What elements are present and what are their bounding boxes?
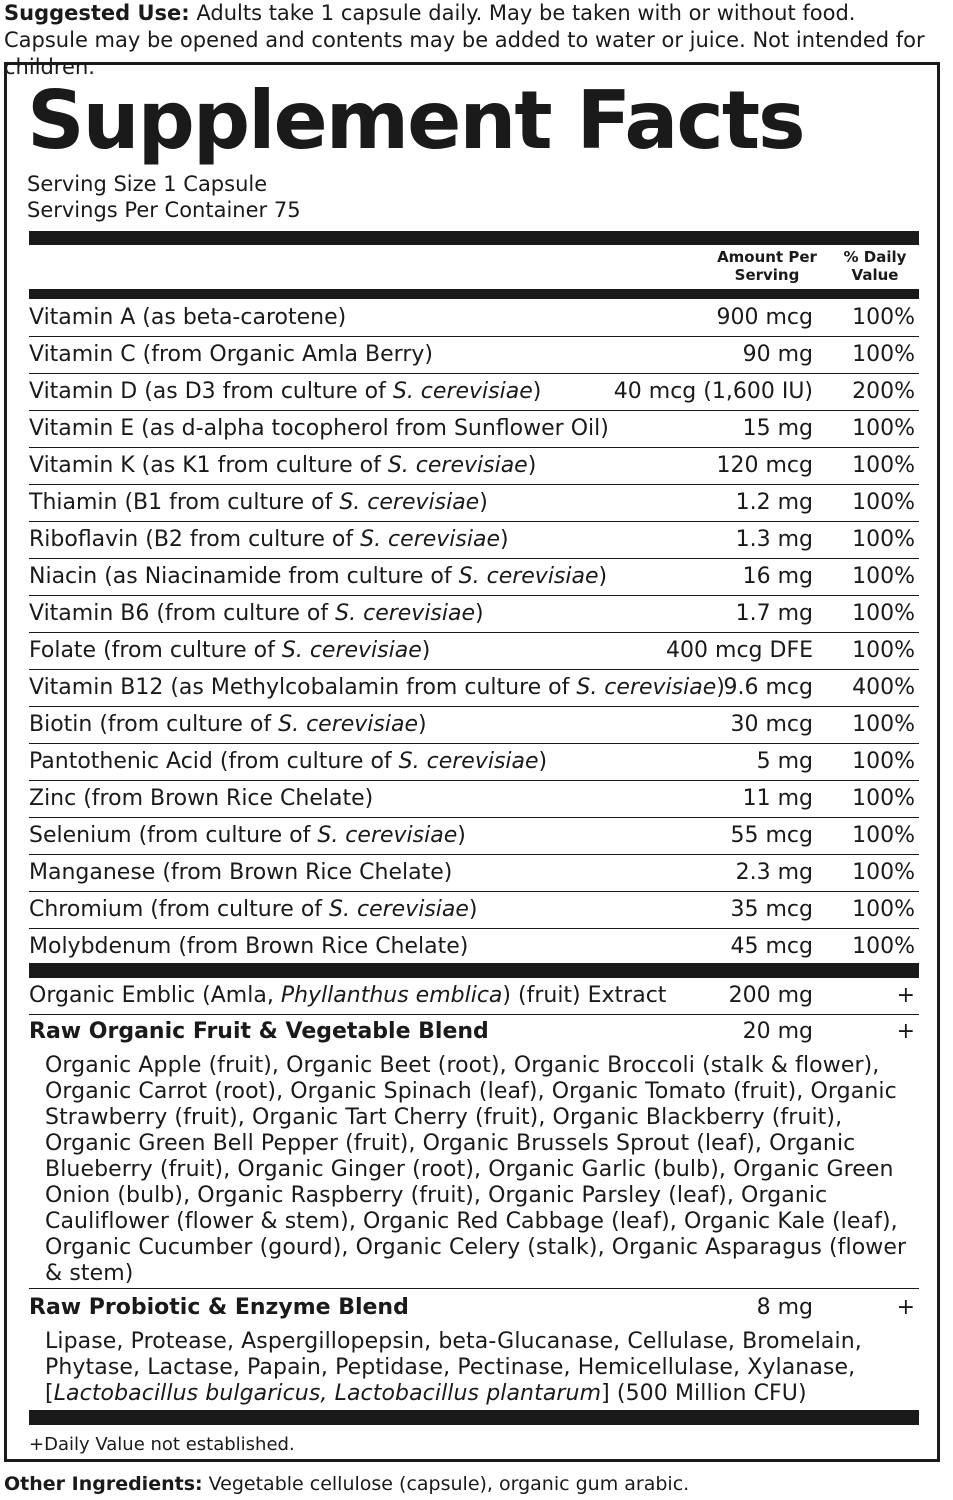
nutrient-dv: 100% xyxy=(852,823,915,848)
amla-extract-amount: 200 mg xyxy=(728,983,813,1008)
other-ingredients-text: Vegetable cellulose (capsule), organic gum arabic. xyxy=(202,1473,690,1495)
daily-value-header: % Daily Value xyxy=(843,248,907,284)
nutrient-name: Vitamin B6 (from culture of S. cerevisiae) xyxy=(29,601,484,626)
nutrient-amount: 90 mg xyxy=(742,342,813,367)
nutrient-dv: 100% xyxy=(852,342,915,367)
nutrient-amount: 55 mcg xyxy=(730,823,813,848)
nutrient-row xyxy=(29,485,919,522)
nutrient-row xyxy=(29,781,919,818)
supplement-facts-panel xyxy=(4,62,940,1462)
nutrient-name: Vitamin E (as d-alpha tocopherol from Sunflower Oil) xyxy=(29,416,609,441)
nutrient-row xyxy=(29,818,919,855)
fruit-blend-dv: + xyxy=(896,1019,915,1044)
thick-divider-mid xyxy=(29,963,919,978)
nutrient-name: Selenium (from culture of S. cerevisiae) xyxy=(29,823,466,848)
nutrient-name: Vitamin D (as D3 from culture of S. cerevisiae) xyxy=(29,379,542,404)
header-divider xyxy=(29,289,919,299)
nutrient-dv: 100% xyxy=(852,786,915,811)
probiotic-blend-amount: 8 mg xyxy=(756,1295,813,1320)
panel-title: Supplement Facts xyxy=(27,74,804,167)
nutrient-row xyxy=(29,596,919,633)
nutrient-row xyxy=(29,744,919,781)
nutrient-name: Biotin (from culture of S. cerevisiae) xyxy=(29,712,427,737)
amla-extract-row xyxy=(29,978,919,1015)
nutrient-amount: 1.7 mg xyxy=(735,601,813,626)
nutrient-amount: 120 mcg xyxy=(716,453,813,478)
amount-per-serving-header: Amount Per Serving xyxy=(717,248,817,284)
nutrient-amount: 1.2 mg xyxy=(735,490,813,515)
nutrient-row xyxy=(29,892,919,929)
serving-size: Serving Size 1 Capsule xyxy=(27,172,268,196)
nutrient-dv: 200% xyxy=(852,379,915,404)
nutrient-amount: 900 mcg xyxy=(716,305,813,330)
nutrient-dv: 100% xyxy=(852,638,915,663)
fruit-blend-amount: 20 mg xyxy=(742,1019,813,1044)
nutrient-row xyxy=(29,374,919,411)
nutrient-row xyxy=(29,337,919,374)
nutrient-amount: 40 mcg (1,600 IU) xyxy=(613,379,813,404)
nutrient-row xyxy=(29,707,919,744)
nutrient-dv: 100% xyxy=(852,305,915,330)
suggested-use-text: Adults take 1 capsule daily. May be taken with or without food. Capsule may be opened and contents may be added to water or juice. Not intended for children. xyxy=(4,1,925,79)
nutrient-row xyxy=(29,633,919,670)
nutrient-dv: 100% xyxy=(852,934,915,959)
nutrient-amount: 2.3 mg xyxy=(735,860,813,885)
nutrient-dv: 100% xyxy=(852,712,915,737)
fruit-blend-divider xyxy=(29,1288,919,1289)
nutrient-dv: 100% xyxy=(852,564,915,589)
nutrient-dv: 100% xyxy=(852,416,915,441)
probiotic-blend-name: Raw Probiotic & Enzyme Blend xyxy=(29,1295,409,1320)
nutrient-row xyxy=(29,559,919,596)
nutrient-row xyxy=(29,522,919,559)
nutrient-name: Thiamin (B1 from culture of S. cerevisiae) xyxy=(29,490,488,515)
probiotic-blend-row xyxy=(29,1290,919,1327)
nutrient-amount: 5 mg xyxy=(756,749,813,774)
nutrient-name: Manganese (from Brown Rice Chelate) xyxy=(29,860,453,885)
fruit-blend-ingredients: Organic Apple (fruit), Organic Beet (root), Organic Broccoli (stalk & flower), Organic Carrot (root), Organic Spinach (leaf), Organic Tomato (fruit), Organic Strawberry (fruit), Organic Tart Cherry (fruit), Organic Blackberry (fruit), Organic Green Bell Pepper (fruit), Organic Brussels Sprout (leaf), Organic Blueberry (fruit), Organic Ginger (root), Organic Garlic (bulb), Organic Green Onion (bulb), Organic Raspberry (fruit), Organic Parsley (leaf), Organic Cauliflower (flower & stem), Organic Red Cabbage (leaf), Organic Kale (leaf), Organic Cucumber (gourd), Organic Celery (stalk), Organic Asparagus (flower & stem) xyxy=(45,1053,907,1286)
daily-value-footnote: +Daily Value not established. xyxy=(29,1434,295,1455)
nutrient-dv: 100% xyxy=(852,860,915,885)
nutrient-amount: 9.6 mcg xyxy=(723,675,813,700)
serving-info xyxy=(27,171,301,223)
nutrient-name: Niacin (as Niacinamide from culture of S. cerevisiae) xyxy=(29,564,608,589)
nutrient-name: Vitamin K (as K1 from culture of S. cerevisiae) xyxy=(29,453,537,478)
amla-extract-name: Organic Emblic (Amla, Phyllanthus emblica) (fruit) Extract xyxy=(29,983,667,1008)
nutrient-amount: 400 mcg DFE xyxy=(666,638,813,663)
nutrient-amount: 16 mg xyxy=(742,564,813,589)
thick-divider-bottom xyxy=(29,1410,919,1425)
nutrient-dv: 100% xyxy=(852,897,915,922)
nutrient-dv: 100% xyxy=(852,749,915,774)
nutrient-dv: 100% xyxy=(852,490,915,515)
nutrient-amount: 1.3 mg xyxy=(735,527,813,552)
nutrient-amount: 45 mcg xyxy=(730,934,813,959)
other-ingredients xyxy=(4,1471,689,1497)
nutrient-row xyxy=(29,448,919,485)
nutrient-name: Zinc (from Brown Rice Chelate) xyxy=(29,786,374,811)
nutrient-row xyxy=(29,670,919,707)
nutrient-name: Molybdenum (from Brown Rice Chelate) xyxy=(29,934,469,959)
nutrient-name: Folate (from culture of S. cerevisiae) xyxy=(29,638,431,663)
nutrient-amount: 30 mcg xyxy=(730,712,813,737)
nutrient-row xyxy=(29,855,919,892)
amla-extract-dv: + xyxy=(896,983,915,1008)
nutrient-dv: 400% xyxy=(852,675,915,700)
fruit-blend-name: Raw Organic Fruit & Vegetable Blend xyxy=(29,1019,489,1044)
nutrient-dv: 100% xyxy=(852,527,915,552)
nutrient-name: Riboflavin (B2 from culture of S. cerevisiae) xyxy=(29,527,509,552)
probiotic-blend-ingredients: Lipase, Protease, Aspergillopepsin, beta-Glucanase, Cellulase, Bromelain, Phytase, Lactase, Papain, Peptidase, Pectinase, Hemicellulase, Xylanase, [Lactobacillus bulgaricus, Lactobacillus plantarum] (500 Million CFU) xyxy=(45,1329,862,1406)
fruit-blend-row xyxy=(29,1014,919,1051)
nutrient-row xyxy=(29,300,919,337)
nutrient-name: Pantothenic Acid (from culture of S. cerevisiae) xyxy=(29,749,548,774)
nutrient-name: Vitamin B12 (as Methylcobalamin from culture of S. cerevisiae) xyxy=(29,675,725,700)
thick-divider-top xyxy=(29,231,919,245)
nutrient-name: Chromium (from culture of S. cerevisiae) xyxy=(29,897,478,922)
nutrient-dv: 100% xyxy=(852,601,915,626)
suggested-use-label: Suggested Use: xyxy=(4,1,190,25)
nutrient-name: Vitamin C (from Organic Amla Berry) xyxy=(29,342,433,367)
nutrient-amount: 35 mcg xyxy=(730,897,813,922)
nutrient-row xyxy=(29,411,919,448)
nutrient-dv: 100% xyxy=(852,453,915,478)
servings-per-container: Servings Per Container 75 xyxy=(27,198,301,222)
nutrient-row xyxy=(29,929,919,966)
nutrient-amount: 15 mg xyxy=(742,416,813,441)
other-ingredients-label: Other Ingredients: xyxy=(4,1473,203,1495)
nutrient-amount: 11 mg xyxy=(742,786,813,811)
probiotic-blend-dv: + xyxy=(896,1295,915,1320)
nutrient-name: Vitamin A (as beta-carotene) xyxy=(29,305,347,330)
